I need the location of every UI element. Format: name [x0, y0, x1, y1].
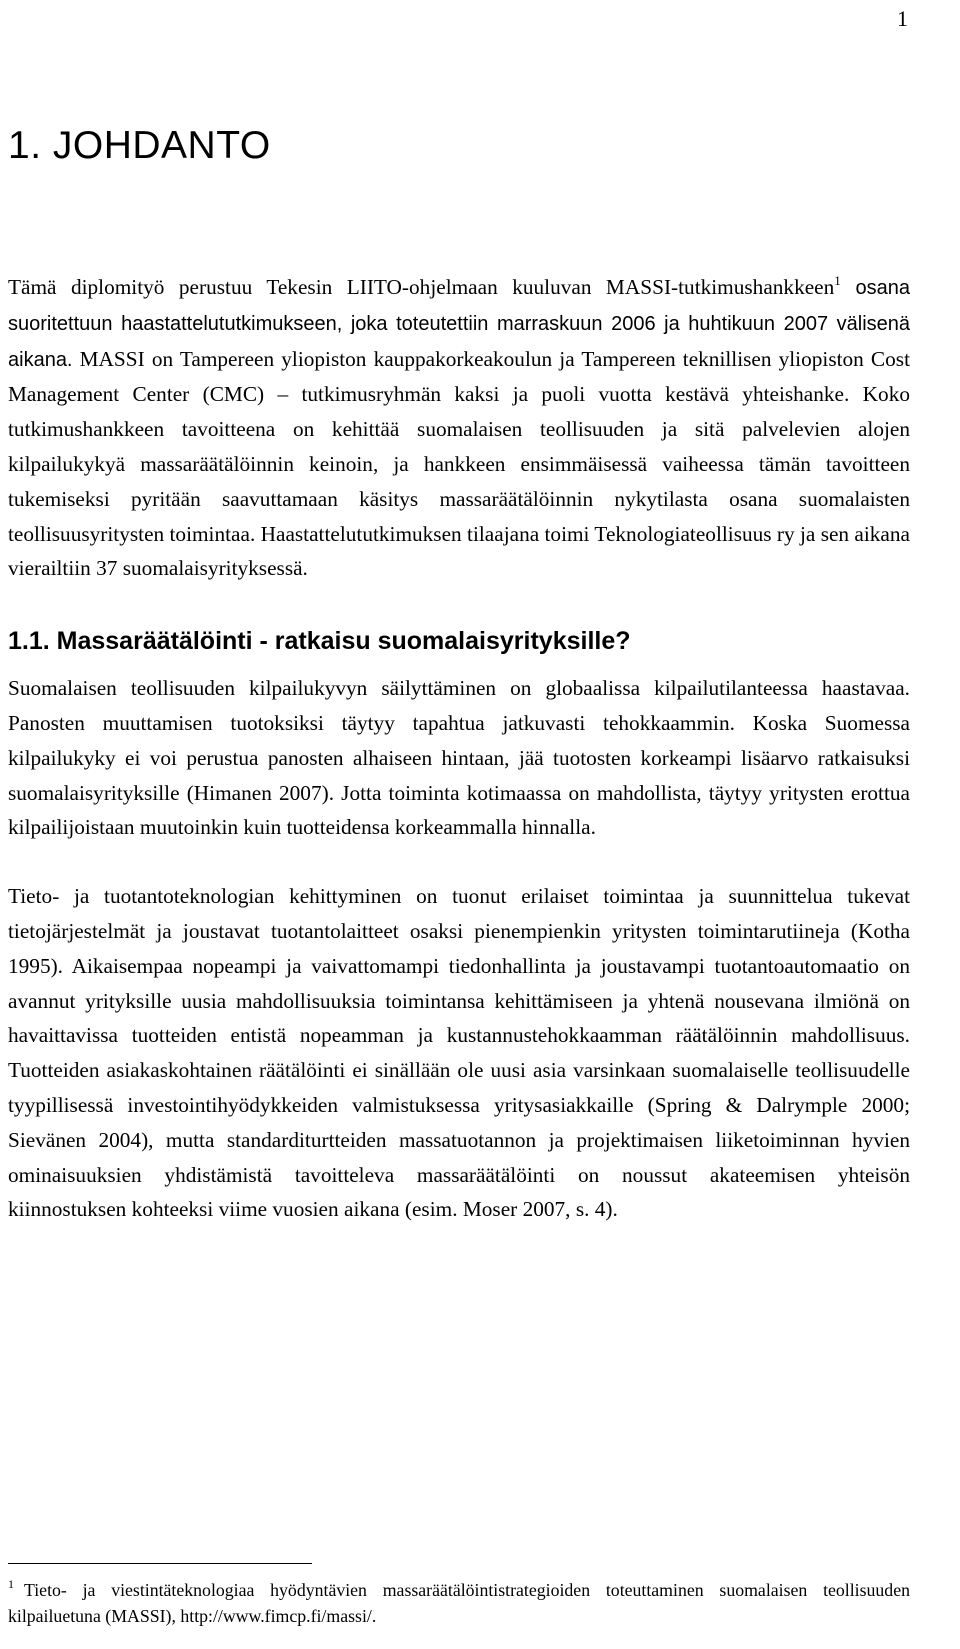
intro-sans-tail: osana suoritettuun haastattelututkimukseen, joka toteutettiin marraskuun 2006 ja huhtikuun 2007 välisenä aikana. — [8, 277, 910, 371]
chapter-title: 1. JOHDANTO — [8, 124, 271, 167]
intro-lead: Tämä diplomityö perustuu Tekesin LIITO-ohjelmaan kuuluvan MASSI-tutkimushankkeen — [8, 275, 835, 299]
page-number: 1 — [897, 6, 908, 31]
footnote-reference[interactable]: 1 — [834, 273, 841, 288]
section-paragraph-1: Suomalaisen teollisuuden kilpailukyvyn säilyttäminen on globaalissa kilpailutilanteessa haastavaa. Panosten muuttamisen tuotoksiksi täytyy tapahtua jatkuvasti tehokkaammin. Koska Suomessa kilpailukyky ei voi perustua panosten alhaiseen hintaan, jää tuotosten korkeampi lisäarvo ratkaisuksi suomalaisyrityksille (Himanen 2007). Jotta toiminta kotimaassa on mahdollista, täytyy yritysten erottua kilpailijoistaan muutoinkin kuin tuotteidensa korkeammalla hinnalla. — [8, 676, 910, 840]
intro-rest: MASSI on Tampereen yliopiston kauppakorkeakoulun ja Tampereen teknillisen yliopiston Cost Management Center (CMC) – tutkimusryhmän kaksi ja puoli vuotta kestävä yhteishanke. Koko tutkimushankkeen tavoitteena on kehittää suomalaisen teollisuuden ja sitä palvelevien alojen kilpailukykyä massaräätälöinnin keinoin, ja hankkeen ensimmäisessä vaiheessa tämän tavoitteen tukemiseksi pyritään saavuttamaan käsitys massaräätälöinnin nykytilasta osana suomalaisten teollisuusyritysten toimintaa. Haastattelututkimuksen tilaajana toimi Teknologiateollisuus ry ja sen aikana vierailtiin 37 suomalaisyrityksessä. — [8, 346, 910, 581]
footnote — [8, 1577, 910, 1629]
footnote-text: Tieto- ja viestintäteknologiaa hyödyntävien massaräätälöintistrategioiden toteuttaminen suomalaisen teollisuuden kilpailuetuna (MASSI), http://www.fimcp.fi/massi/. — [8, 1580, 910, 1626]
main-content — [8, 270, 910, 1227]
paragraph-gap — [8, 845, 910, 879]
section-title: 1.1. Massaräätälöinti - ratkaisu suomalaisyrityksille? — [8, 627, 631, 656]
footnote-marker: 1 — [8, 1577, 14, 1591]
section-paragraph-2: Tieto- ja tuotantoteknologian kehittyminen on tuonut erilaiset toimintaa ja suunnittelua tukevat tietojärjestelmät ja joustavat tuotantolaitteet osaksi pienempienkin yritysten toimintarutiineja (Kotha 1995). Aikaisempaa nopeampi ja vaivattomampi tiedonhallinta ja joustavampi tuotantoautomaatio on avannut yrityksille uusia mahdollisuuksia toimintansa kehittämiseen ja yhtenä nousevana ilmiönä on havaittavissa tuotteiden entistä nopeamman ja kustannustehokkaamman räätälöinnin mahdollisuus. Tuotteiden asiakaskohtainen räätälöinti ei sinällään ole uusi asia varsinkaan suomalaiselle teollisuudelle tyypillisessä investointihyödykkeiden valmistuksessa yritysasiakkaille (Spring & Dalrymple 2000; Sievänen 2004), mutta standarditurtteiden massatuotannon ja projektimaisen liiketoiminnan hyvien ominaisuuksien yhdistämistä tavoitteleva massaräätälöinti on noussut akateemisen yhteisön kiinnostuksen kohteeksi viime vuosien aikana (esim. Moser 2007, s. 4). — [8, 884, 910, 1222]
footnote-divider — [8, 1563, 312, 1564]
intro-paragraph — [8, 270, 910, 586]
